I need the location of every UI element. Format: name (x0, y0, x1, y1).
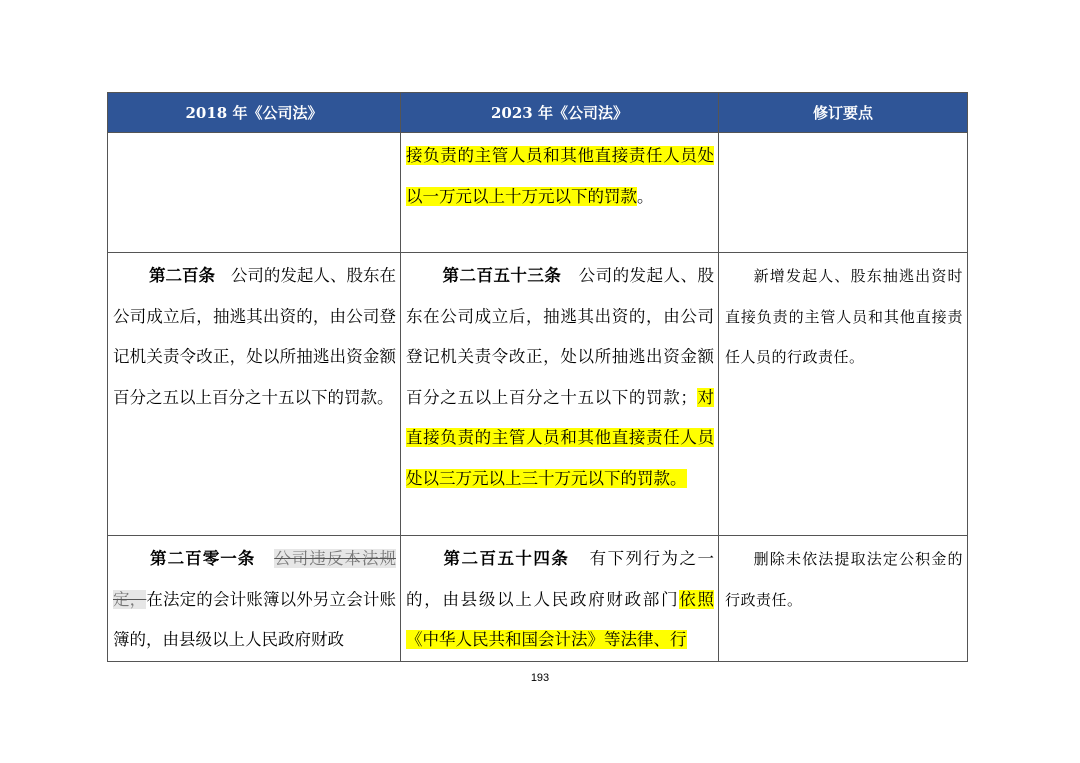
revision-note: 删除未依法提取法定公积金的行政责任。 (725, 550, 963, 609)
row3-col-2023 (401, 536, 719, 662)
row3-col-notes (719, 536, 968, 662)
header-2023: 2023 年《公司法》 (401, 93, 719, 133)
row2-col-2018 (108, 253, 401, 536)
row1-col-2023 (401, 133, 719, 253)
deleted-text: 公司违反本法规定， (113, 549, 396, 609)
row1-col-notes (719, 133, 968, 253)
table-row (108, 536, 968, 662)
table-row (108, 133, 968, 253)
row1-col-2018 (108, 133, 401, 253)
comparison-table (107, 92, 968, 662)
highlighted-text: 对直接负责的主管人员和其他直接责任人员处以三万元以上三十万元以下的罚款。 (406, 387, 715, 488)
table-row (108, 253, 968, 536)
table-header-row (108, 93, 968, 133)
page-number: 193 (530, 672, 550, 684)
article-title: 第二百五十四条 (442, 549, 570, 568)
header-2018: 2018 年《公司法》 (108, 93, 401, 133)
row3-col-2018 (108, 536, 401, 662)
article-text: 公司的发起人、股东在公司成立后，抽逃其出资的，由公司登记机关责令改正，处以所抽逃出资金额百分之五以上百分之十五以下的罚款。 (113, 266, 396, 407)
row2-col-2023 (401, 253, 719, 536)
row1-tail: 。 (637, 186, 654, 206)
article-text: 有下列行为之一的，由县级以上人民政府财政部门 (406, 549, 715, 609)
article-title: 第二百五十三条 (442, 266, 562, 285)
article-title: 第二百条 (149, 266, 216, 285)
article-title: 第二百零一条 (149, 549, 256, 568)
highlighted-text: 接负责的主管人员和其他直接责任人员处以一万元以上十万元以下的罚款 (406, 146, 714, 206)
header-revision-points: 修订要点 (719, 93, 968, 133)
row2-col-notes (719, 253, 968, 536)
article-text: 在法定的会计账簿以外另立会计账簿的，由县级以上人民政府财政 (113, 589, 396, 649)
highlighted-text: 依照《中华人民共和国会计法》等法律、行 (406, 589, 714, 649)
revision-note: 新增发起人、股东抽逃出资时直接负责的主管人员和其他直接责任人员的行政责任。 (725, 267, 963, 366)
article-text: 公司的发起人、股东在公司成立后，抽逃其出资的，由公司登记机关责令改正，处以所抽逃出资金额百分之五以上百分之十五以下的罚款； (406, 266, 714, 407)
